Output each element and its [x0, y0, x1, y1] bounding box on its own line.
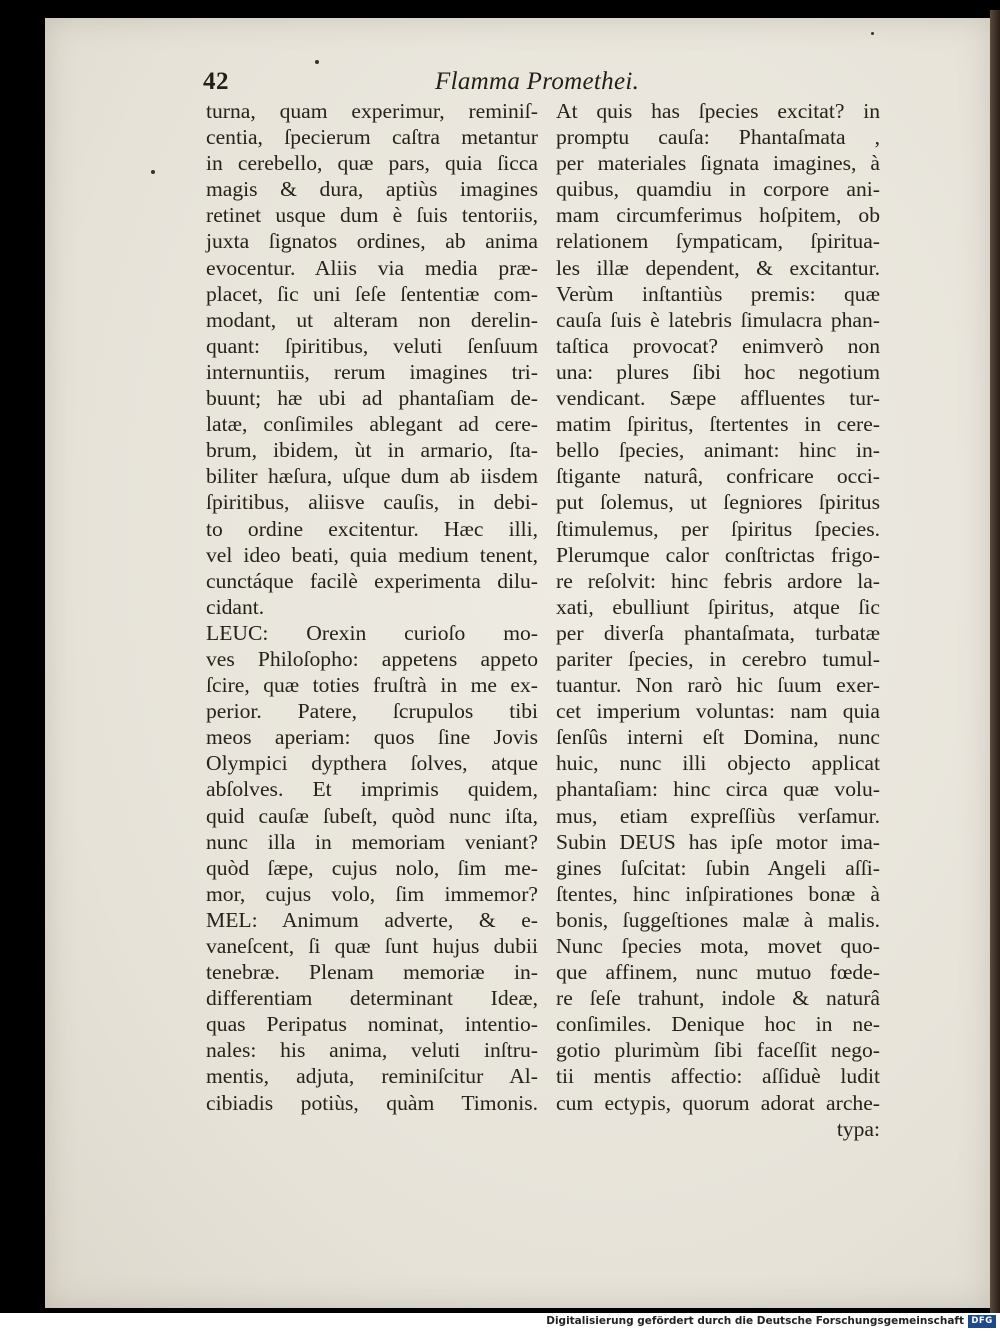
page-header [203, 68, 883, 98]
text-line: bello ſpecies, animant: hinc in- [556, 438, 880, 463]
text-line: mor, cujus volo, ſim immemor? [206, 881, 538, 906]
text-line: promptu cauſa: Phantaſmata , [556, 125, 880, 150]
text-line: biliter hæſura, uſque dum ab iisdem [206, 464, 538, 489]
text-line: differentiam determinant Ideæ, [206, 986, 538, 1011]
text-line: At quis has ſpecies excitat? in [556, 99, 880, 123]
text-line: internuntiis, rerum imagines tri- [206, 359, 538, 384]
text-line: in cerebello, quæ pars, quia ſicca [206, 151, 538, 176]
text-line: per materiales ſignata imagines, à [556, 151, 880, 176]
text-line: to ordine excitentur. Hæc illi, [206, 516, 538, 541]
text-line: cibiadis potiùs, quàm Timonis. [206, 1090, 538, 1115]
text-line: LEUC: Orexin curioſo mo- [206, 620, 538, 645]
text-line: buunt; hæ ubi ad phantaſiam de- [206, 386, 538, 411]
text-line: magis & dura, aptiùs imagines [206, 177, 538, 202]
text-line: re reſolvit: hinc febris ardore la- [556, 568, 880, 593]
text-line: centia, ſpecierum caſtra metantur [206, 125, 538, 150]
text-line: tuantur. Non rarò hic ſuum exer- [556, 673, 880, 698]
text-line: matim ſpiritus, ſtertentes in cere- [556, 412, 880, 437]
text-line: Verùm inſtantiùs premis: quæ [556, 281, 880, 306]
text-line: mam circumferimus hoſpitem, ob [556, 203, 880, 228]
text-line: ſenſûs interni eſt Domina, nunc [556, 725, 880, 750]
text-line: Nunc ſpecies mota, movet quo- [556, 934, 880, 958]
ink-speck [315, 60, 319, 64]
text-line: cauſa ſuis è latebris ſimulacra phan- [556, 307, 880, 332]
text-line: evocentur. Aliis via media præ- [206, 255, 538, 280]
text-line: re ſeſe trahunt, indole & naturâ [556, 986, 880, 1011]
text-line: vendicant. Sæpe affluentes tur- [556, 386, 880, 411]
running-title: Flamma Promethei. [435, 68, 640, 95]
text-line: put ſolemus, ut ſegniores ſpiritus [556, 490, 880, 515]
text-line: placet, ſic uni ſeſe ſententiæ com- [206, 281, 538, 306]
text-line: taſtica provocat? enimverò non [556, 333, 880, 358]
text-line: bonis, ſuggeſtiones malæ à malis. [556, 907, 880, 932]
text-line: perior. Patere, ſcrupulos tibi [206, 699, 538, 724]
text-line: ſcire, quæ toties fruſtrà in me ex- [206, 673, 538, 698]
text-line: cum ectypis, quorum adorat arche- [556, 1090, 880, 1115]
text-line: Subin DEUS has ipſe motor ima- [556, 829, 880, 854]
right-text-column [556, 98, 880, 1142]
text-line: que affinem, nunc mutuo fœde- [556, 960, 880, 985]
text-line: MEL: Animum adverte, & e- [206, 907, 538, 932]
text-line: quant: ſpiritibus, veluti ſenſuum [206, 333, 538, 358]
text-line: brum, ibidem, ùt in armario, ſta- [206, 438, 538, 463]
text-line: cidant. [206, 594, 265, 619]
page-number: 42 [203, 68, 229, 95]
text-line: nales: his anima, veluti inſtru- [206, 1038, 538, 1063]
text-line: les illæ dependent, & excitantur. [556, 255, 880, 280]
ink-speck [871, 32, 874, 35]
text-line: huic, nunc illi objecto applicat [556, 751, 880, 776]
text-line: quas Peripatus nominat, intentio- [206, 1012, 538, 1037]
text-line: per diverſa phantaſmata, turbatæ [556, 620, 880, 645]
text-line: pariter ſpecies, in cerebro tumul- [556, 646, 880, 671]
text-line: ſtentes, hinc inſpirationes bonæ à [556, 881, 880, 906]
ink-speck [151, 170, 155, 174]
text-line: vaneſcent, ſi quæ ſunt hujus dubii [206, 934, 538, 958]
text-line: quid cauſæ ſubeſt, quòd nunc iſta, [206, 803, 538, 828]
text-line: xati, ebulliunt ſpiritus, atque ſic [556, 594, 880, 619]
text-line: una: plures ſibi hoc negotium [556, 359, 880, 384]
text-line: conſimiles. Denique hoc in ne- [556, 1012, 880, 1037]
text-line: typa: [836, 1116, 880, 1141]
text-line: gines ſuſcitat: ſubin Angeli aſſi- [556, 855, 880, 880]
text-line: Plerumque calor conſtrictas frigo- [556, 542, 880, 567]
text-line: mus, etiam expreſſiùs verſamur. [556, 803, 880, 828]
text-line: tii mentis affectio: aſſiduè ludit [556, 1064, 880, 1089]
text-line: gotio plurimùm ſibi faceſſit nego- [556, 1038, 880, 1063]
text-line: cet imperium voluntas: nam quia [556, 699, 880, 724]
footer-bar [0, 1313, 1000, 1331]
text-line: turna, quam experimur, reminiſ- [206, 99, 538, 123]
text-line: ſtimulemus, per ſpiritus ſpecies. [556, 516, 880, 541]
text-line: nunc illa in memoriam veniant? [206, 829, 538, 854]
text-line: vel ideo beati, quia medium tenent, [206, 542, 538, 567]
text-line: relationem ſympaticam, ſpiritua- [556, 229, 880, 254]
text-line: juxta ſignatos ordines, ab anima [206, 229, 538, 254]
funding-notice: Digitalisierung gefördert durch die Deutsche Forschungsgemeinschaft [546, 1315, 964, 1327]
text-line: ves Philoſopho: appetens appeto [206, 646, 538, 671]
text-line: meos aperiam: quos ſine Jovis [206, 725, 538, 750]
text-line: quòd ſæpe, cujus nolo, ſim me- [206, 855, 538, 880]
text-line: cunctáque facilè experimenta dilu- [206, 568, 538, 593]
text-line: phantaſiam: hinc circa quæ volu- [556, 777, 880, 802]
book-edge [990, 10, 1000, 1315]
text-line: ſpiritibus, aliisve cauſis, in debi- [206, 490, 538, 515]
text-line: Olympici dypthera ſolves, atque [206, 751, 538, 776]
text-line: mentis, adjuta, reminiſcitur Al- [206, 1064, 538, 1089]
text-line: modant, ut alteram non derelin- [206, 307, 538, 332]
dfg-logo: DFG [968, 1315, 996, 1328]
text-line: quibus, quamdiu in corpore ani- [556, 177, 880, 202]
text-line: abſolves. Et imprimis quidem, [206, 777, 538, 802]
text-line: retinet usque dum è ſuis tentoriis, [206, 203, 538, 228]
text-line: ſtigante naturâ, confricare occi- [556, 464, 880, 489]
left-text-column [206, 98, 538, 1116]
text-line: latæ, conſimiles ablegant ad cere- [206, 412, 538, 437]
text-line: tenebræ. Plenam memoriæ in- [206, 960, 538, 985]
